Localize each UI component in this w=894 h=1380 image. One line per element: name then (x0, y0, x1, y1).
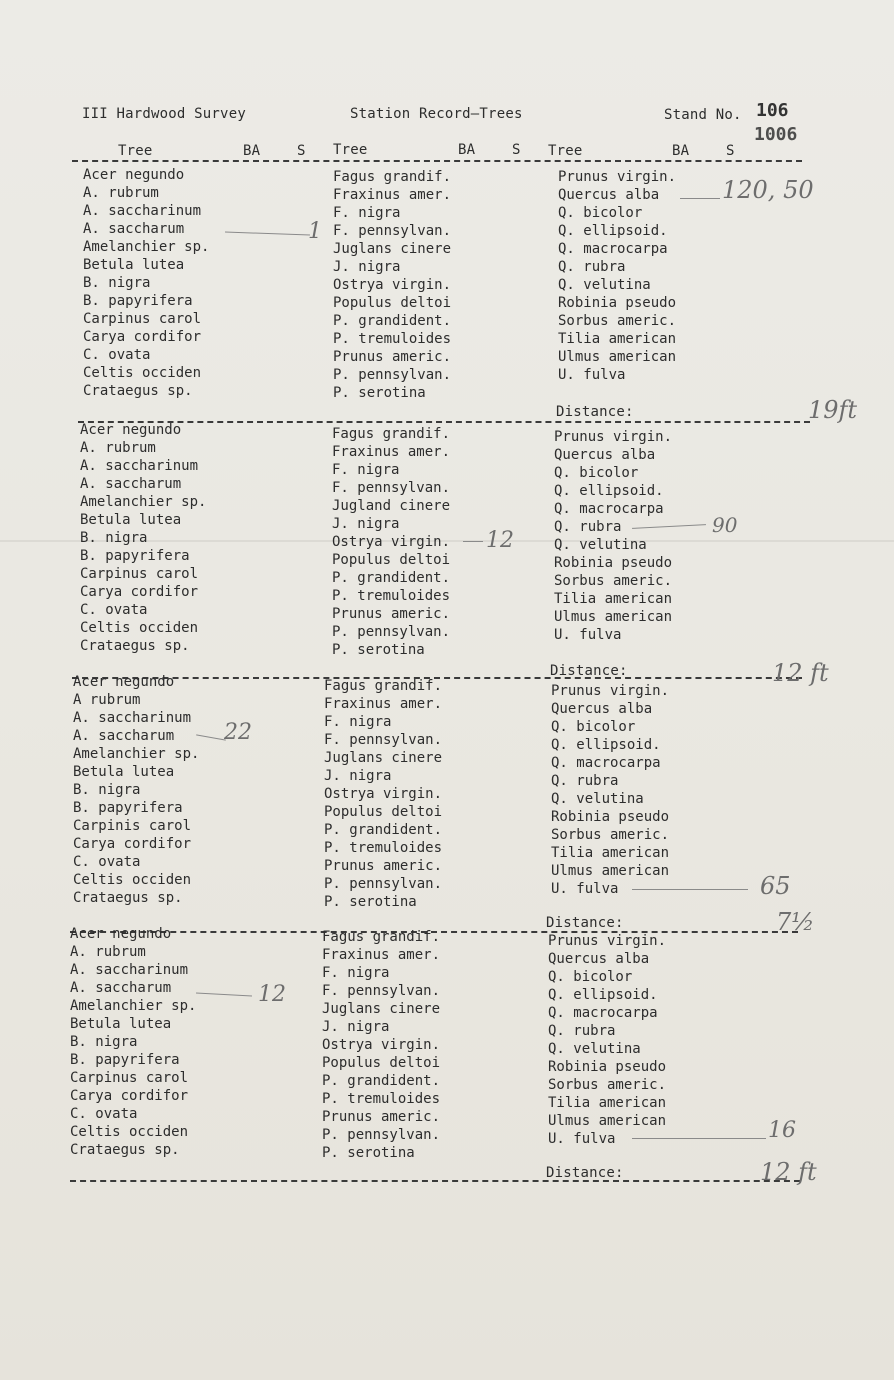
list-item: Acer negundo (70, 926, 172, 942)
section-4-dashed-rule (70, 1180, 800, 1182)
list-item: Prunus virgin. (548, 933, 667, 949)
list-item: F. nigra (322, 965, 390, 981)
list-item: Q. rubra (558, 259, 626, 275)
list-item: Robinia pseudo (558, 295, 677, 311)
list-item: P. grandident. (332, 570, 451, 586)
handwritten-value: 12 (258, 982, 286, 1007)
list-item: Sorbus americ. (558, 313, 677, 329)
list-item: A. saccharinum (83, 203, 202, 219)
stand-number: 106 (756, 100, 789, 121)
list-item: P. tremuloides (332, 588, 451, 604)
list-item: C. ovata (83, 347, 151, 363)
list-item: Carpinis carol (73, 818, 192, 834)
list-item: F. pennsylvan. (333, 223, 452, 239)
distance-label-4: Distance: (546, 1165, 624, 1181)
pencil-stroke (225, 232, 310, 236)
list-item: Crataegus sp. (70, 1142, 180, 1158)
list-item: Carya cordifor (73, 836, 192, 852)
section-1-col-2 (333, 168, 451, 402)
list-item: Amelanchier sp. (83, 239, 210, 255)
list-item: F. pennsylvan. (322, 983, 441, 999)
list-item: P. tremuloides (333, 331, 452, 347)
list-item: A. saccharinum (80, 458, 199, 474)
list-item: Celtis occiden (73, 872, 192, 888)
list-item: Celtis occiden (80, 620, 199, 636)
list-item: B. nigra (80, 530, 148, 546)
list-item: A. saccharum (83, 221, 185, 237)
list-item: P. tremuloides (324, 840, 443, 856)
list-item: Juglans cinere (333, 241, 452, 257)
list-item: P. grandident. (333, 313, 452, 329)
list-item: Ostrya virgin. (324, 786, 443, 802)
list-item: Amelanchier sp. (80, 494, 207, 510)
list-item: Q. rubra (551, 773, 619, 789)
list-item: Ulmus american (554, 609, 673, 625)
list-item: P. pennsylvan. (333, 367, 452, 383)
col-header-s-2: S (512, 142, 521, 158)
section-1-col-3 (558, 168, 676, 384)
list-item: A. rubrum (70, 944, 146, 960)
col-header-ba-2: BA (458, 142, 476, 158)
list-item: A rubrum (73, 692, 141, 708)
col-header-tree-2: Tree (333, 142, 368, 158)
section-3-col-1 (73, 673, 199, 907)
list-item: Populus deltoi (324, 804, 443, 820)
list-item: Carpinus carol (80, 566, 199, 582)
col-header-ba-3: BA (672, 143, 690, 159)
list-item: F. nigra (324, 714, 392, 730)
list-item: P. tremuloides (322, 1091, 441, 1107)
list-item: Fagus grandif. (324, 678, 443, 694)
list-item: U. fulva (558, 367, 626, 383)
list-item: Q. bicolor (548, 969, 633, 985)
list-item: Populus deltoi (322, 1055, 441, 1071)
list-item: B. papyrifera (83, 293, 193, 309)
list-item: B. nigra (73, 782, 141, 798)
list-item: P. pennsylvan. (322, 1127, 441, 1143)
list-item: J. nigra (333, 259, 401, 275)
list-item: Q. ellipsoid. (548, 987, 658, 1003)
distance-label-3: Distance: (546, 915, 624, 931)
list-item: Prunus americ. (324, 858, 443, 874)
col-header-s-3: S (726, 143, 735, 159)
list-item: B. papyrifera (80, 548, 190, 564)
list-item: P. grandident. (324, 822, 443, 838)
list-item: Carpinus carol (70, 1070, 189, 1086)
list-item: Q. rubra (554, 519, 622, 535)
list-item: Prunus virgin. (551, 683, 670, 699)
list-item: P. serotina (322, 1145, 415, 1161)
list-item: A. saccharum (80, 476, 182, 492)
list-item: Tilia american (558, 331, 677, 347)
list-item: Populus deltoi (333, 295, 452, 311)
list-item: Amelanchier sp. (70, 998, 197, 1014)
pencil-stroke (196, 734, 226, 740)
list-item: Carya cordifor (83, 329, 202, 345)
list-item: B. nigra (70, 1034, 138, 1050)
list-item: Juglans cinere (322, 1001, 441, 1017)
stand-label: Stand No. (664, 107, 742, 123)
list-item: Q. bicolor (558, 205, 643, 221)
list-item: J. nigra (332, 516, 400, 532)
list-item: Ulmus american (548, 1113, 667, 1129)
list-item: C. ovata (80, 602, 148, 618)
list-item: Ulmus american (551, 863, 670, 879)
section-2-col-1 (80, 421, 206, 655)
list-item: Sorbus americ. (551, 827, 670, 843)
list-item: Carya cordifor (80, 584, 199, 600)
section-3-col-3 (551, 682, 669, 898)
pencil-stroke (463, 541, 483, 542)
list-item: Prunus virgin. (554, 429, 673, 445)
list-item: Quercus alba (551, 701, 653, 717)
list-item: C. ovata (73, 854, 141, 870)
list-item: Ostrya virgin. (322, 1037, 441, 1053)
list-item: F. pennsylvan. (332, 480, 451, 496)
list-item: Ostrya virgin. (333, 277, 452, 293)
section-2-col-2 (332, 425, 450, 659)
list-item: Prunus americ. (332, 606, 451, 622)
col-header-tree-1: Tree (118, 143, 153, 159)
list-item: Robinia pseudo (554, 555, 673, 571)
handwritten-value: 65 (760, 872, 791, 900)
handwritten-value: 22 (224, 720, 252, 745)
list-item: U. fulva (554, 627, 622, 643)
list-item: Tilia american (551, 845, 670, 861)
handwritten-value: 16 (768, 1118, 796, 1143)
list-item: Q. macrocarpa (558, 241, 668, 257)
list-item: Crataegus sp. (73, 890, 183, 906)
col-header-ba-1: BA (243, 143, 261, 159)
handwritten-value: 19ft (808, 396, 858, 424)
list-item: Fagus grandif. (332, 426, 451, 442)
handwritten-value: 120, 50 (722, 176, 814, 204)
list-item: Carpinus carol (83, 311, 202, 327)
handwritten-value: 12 ft (760, 1158, 817, 1186)
list-item: Q. macrocarpa (548, 1005, 658, 1021)
list-item: Q. ellipsoid. (558, 223, 668, 239)
list-item: Q. velutina (551, 791, 644, 807)
list-item: Crataegus sp. (83, 383, 193, 399)
list-item: P. grandident. (322, 1073, 441, 1089)
list-item: C. ovata (70, 1106, 138, 1122)
list-item: Juglans cinere (324, 750, 443, 766)
pencil-stroke (632, 889, 748, 890)
pencil-stroke (632, 1138, 766, 1139)
list-item: Q. ellipsoid. (551, 737, 661, 753)
distance-label-2: Distance: (550, 663, 628, 679)
list-item: Fraxinus amer. (333, 187, 452, 203)
list-item: Q. rubra (548, 1023, 616, 1039)
list-item: Crataegus sp. (80, 638, 190, 654)
list-item: Quercus alba (554, 447, 656, 463)
list-item: Q. macrocarpa (551, 755, 661, 771)
section-3-col-2 (324, 677, 442, 911)
list-item: Prunus americ. (333, 349, 452, 365)
handwritten-value: 7½ (776, 908, 815, 936)
list-item: Carya cordifor (70, 1088, 189, 1104)
distance-label-1: Distance: (556, 404, 634, 420)
list-item: Prunus americ. (322, 1109, 441, 1125)
list-item: J. nigra (324, 768, 392, 784)
list-item: Fagus grandif. (322, 929, 441, 945)
section-1-col-1 (83, 166, 209, 400)
stand-number-stamp: 1006 (754, 124, 798, 145)
col-header-tree-3: Tree (548, 143, 583, 159)
list-item: Robinia pseudo (548, 1059, 667, 1075)
header-dashed-rule (72, 160, 802, 162)
list-item: Q. velutina (548, 1041, 641, 1057)
list-item: Fraxinus amer. (324, 696, 443, 712)
list-item: Quercus alba (548, 951, 650, 967)
list-item: Ostrya virgin. (332, 534, 451, 550)
list-item: Q. macrocarpa (554, 501, 664, 517)
list-item: P. serotina (333, 385, 426, 401)
list-item: Acer negundo (83, 167, 185, 183)
handwritten-value: 12 (486, 528, 514, 553)
handwritten-value: 12 ft (772, 659, 829, 687)
list-item: F. pennsylvan. (324, 732, 443, 748)
list-item: Celtis occiden (83, 365, 202, 381)
list-item: Q. velutina (554, 537, 647, 553)
list-item: A. rubrum (80, 440, 156, 456)
list-item: Ulmus american (558, 349, 677, 365)
list-item: U. fulva (548, 1131, 616, 1147)
list-item: P. serotina (324, 894, 417, 910)
list-item: A. saccharinum (73, 710, 192, 726)
record-title: Station Record—Trees (350, 106, 523, 122)
list-item: Fraxinus amer. (332, 444, 451, 460)
list-item: Acer negundo (80, 422, 182, 438)
list-item: B. nigra (83, 275, 151, 291)
list-item: Amelanchier sp. (73, 746, 200, 762)
section-4-col-2 (322, 928, 440, 1162)
section-4-col-3 (548, 932, 666, 1148)
list-item: A. rubrum (83, 185, 159, 201)
list-item: B. papyrifera (73, 800, 183, 816)
list-item: P. serotina (332, 642, 425, 658)
list-item: U. fulva (551, 881, 619, 897)
list-item: Celtis occiden (70, 1124, 189, 1140)
list-item: Robinia pseudo (551, 809, 670, 825)
list-item: J. nigra (322, 1019, 390, 1035)
list-item: Fraxinus amer. (322, 947, 441, 963)
list-item: Q. ellipsoid. (554, 483, 664, 499)
list-item: Quercus alba (558, 187, 660, 203)
list-item: P. pennsylvan. (332, 624, 451, 640)
list-item: P. pennsylvan. (324, 876, 443, 892)
col-header-s-1: S (297, 143, 306, 159)
list-item: Jugland cinere (332, 498, 451, 514)
list-item: B. papyrifera (70, 1052, 180, 1068)
list-item: Q. velutina (558, 277, 651, 293)
list-item: Fagus grandif. (333, 169, 452, 185)
list-item: Betula lutea (83, 257, 185, 273)
list-item: Sorbus americ. (554, 573, 673, 589)
list-item: Tilia american (548, 1095, 667, 1111)
list-item: Acer negundo (73, 674, 175, 690)
list-item: A. saccharinum (70, 962, 189, 978)
section-4-col-1 (70, 925, 196, 1159)
section-2-col-3 (554, 428, 672, 644)
list-item: F. nigra (332, 462, 400, 478)
list-item: Q. bicolor (551, 719, 636, 735)
list-item: Sorbus americ. (548, 1077, 667, 1093)
survey-title: III Hardwood Survey (82, 106, 246, 122)
list-item: Prunus virgin. (558, 169, 677, 185)
handwritten-value: 1 (308, 219, 322, 244)
list-item: Populus deltoi (332, 552, 451, 568)
list-item: F. nigra (333, 205, 401, 221)
list-item: Tilia american (554, 591, 673, 607)
pencil-stroke (196, 993, 252, 997)
pencil-stroke (680, 198, 720, 199)
list-item: Q. bicolor (554, 465, 639, 481)
handwritten-value: 90 (712, 513, 738, 537)
list-item: Betula lutea (70, 1016, 172, 1032)
list-item: Betula lutea (73, 764, 175, 780)
list-item: A. saccharum (73, 728, 175, 744)
list-item: A. saccharum (70, 980, 172, 996)
list-item: Betula lutea (80, 512, 182, 528)
